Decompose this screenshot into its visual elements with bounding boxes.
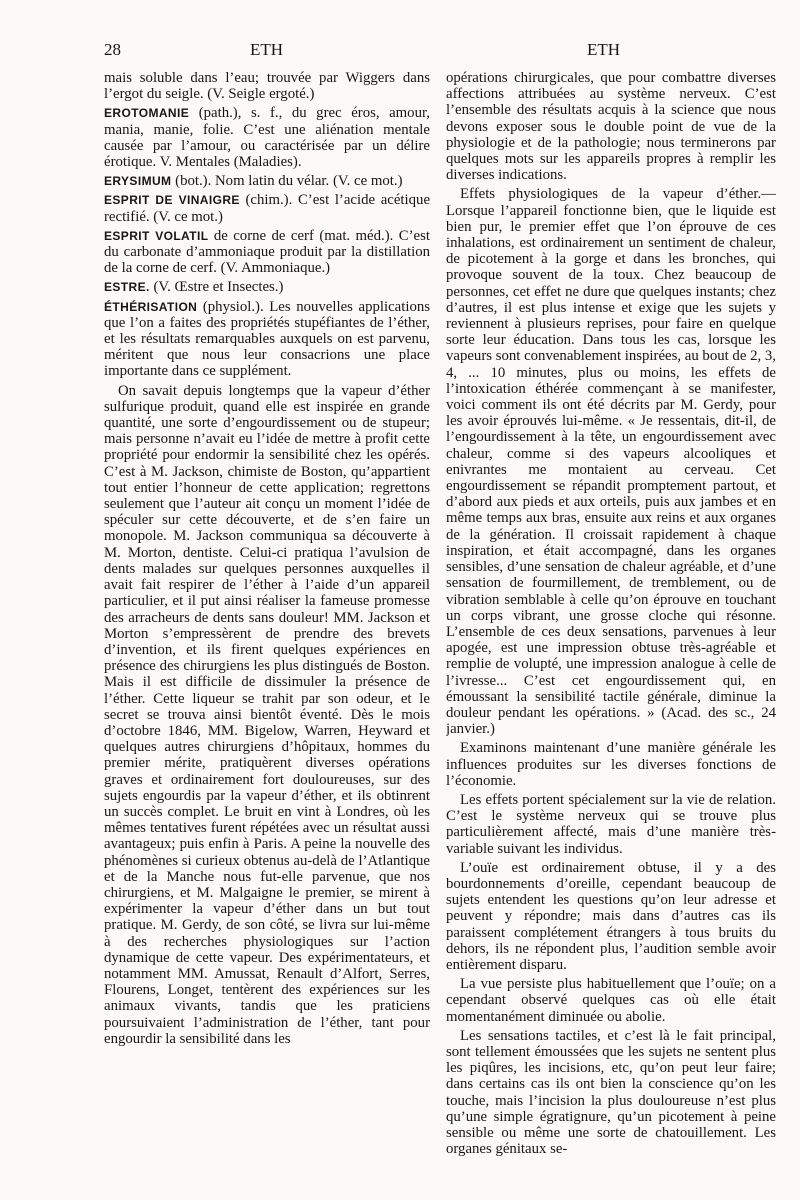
dictionary-entry: ÉTHÉRISATION (physiol.). Les nouvelles applications que l’on a faites des propriétés stupéfiantes de l’éther, et les résultats remarquables auxquels on est parvenu, méritent que nous leur consacrions une place importante dans ce supplément. [104,298,430,380]
dictionary-entry: EROTOMANIE (path.), s. f., du grec éros, amour, mania, manie, folie. C’est une aliénation mentale causée par l’amour, ou caractérisée par un délire érotique. V. Mentales (Maladies). [104,105,430,171]
entry-headword: EROTOMANIE [104,106,190,121]
entry-paragraph: Effets physiologiques de la vapeur d’éther.—Lorsque l’appareil fonctionne bien, que le liquide est bien pur, le premier effet que l’on éprouve de ces inhalations, est ordinairement un sentiment de chaleur, de picotement à la gorge et dans les bronches, qui provoque souvent de la toux. Chez beaucoup de personnes, cet effet ne dure que quelques instants; chez d’autres, il est plus intense et exige que les sujets y reviennent à plusieurs reprises, pour faire en quelque sorte leur éducation. Dans tous les cas, lorsque les vapeurs sont convenablement inspirées, au bout de 2, 3, 4, ... 10 minutes, plus ou moins, les effets de l’intoxication éthérée commençant à se manifester, voici comment ils ont été décrits par M. Gerdy, pour les avoir éprouvés lui-même. « Je ressentais, dit-il, de l’engourdissement à la tête, un engourdissement avec chaleur, comme si des vapeurs alcooliques et enivrantes me montaient au cerveau. Cet engourdissement se répandit promptement partout, et d’abord aux pieds et aux orteils, puis aux jambes et en même temps aux bras, ensuite aux reins et aux organes de la génération. Il croissait rapidement à chaque inspiration, et était accompagné, dans les organes sensibles, d’une sensation de chaleur agréable, et d’une sensation de fourmillement, de tremblement, ou de vibration semblable à celle qu’on éprouve en touchant un corps vibrant, une grosse cloche qui résonne. L’ensemble de ces deux sensations, parvenues à leur apogée, est une impression obtuse très-agréable et remplie de volupté, une impression analogue à celle de l’ivresse... C’est cet engourdissement qui, en émoussant la sensibilité tactile générale, diminue la douleur pendant les opérations. » (Acad. des sc., 24 janvier.) [446,186,776,738]
entry-paragraph: Les effets portent spécialement sur la vie de relation. C’est le système nerveux qui se trouve plus particulièrement affecté, mais d’une manière très-variable suivant les individus. [446,791,776,857]
dictionary-entry: ESPRIT DE VINAIGRE (chim.). C’est l’acide acétique rectifié. (V. ce mot.) [104,192,430,225]
running-title-right: ETH [587,40,621,59]
entry-paragraph: Examinons maintenant d’une manière générale les influences produites sur les diverses fonctions de l’économie. [446,740,776,789]
left-column [104,70,430,1165]
entry-paragraph: opérations chirurgicales, que pour combattre diverses affections attribuées au système nerveux. C’est l’ensemble des résultats acquis à la science que nous devons exposer sous le double point de vue de la physiologie et de la pathologie; nous terminerons par quelques mots sur les appareils propres à remplir les diverses indications. [446,70,776,184]
page-number: 28 [104,40,121,59]
dictionary-entry: ERYSIMUM (bot.). Nom latin du vélar. (V. ce mot.) [104,173,403,190]
running-header [0,40,800,70]
dictionary-entry: ESTRE. (V. Œstre et Insectes.) [104,279,284,296]
running-title-left: ETH [250,40,284,59]
entry-paragraph: Les sensations tactiles, et c’est là le fait principal, sont tellement émoussées que les sujets ne sentent plus les piqûres, les incisions, etc, qu’on peut leur faire; dans certains cas ils ont bien la conscience qu’on les touche, mais l’incision la plus douloureuse n’est plus qu’une simple égratignure, qu’un picotement à peine sensible ou même une sorte de chatouillement. Les organes génitaux se- [446,1027,776,1158]
entry-headword: ÉTHÉRISATION [104,299,198,314]
entry-paragraph: mais soluble dans l’eau; trouvée par Wiggers dans l’ergot du seigle. (V. Seigle ergoté.) [104,70,430,103]
entry-headword: ESPRIT VOLATIL [104,228,209,243]
right-column [446,70,776,1165]
entry-paragraph: On savait depuis longtemps que la vapeur d’éther sulfurique produit, quand elle est inspirée en grande quantité, une sorte d’engourdissement ou de stupeur; mais personne n’avait eu l’idée de mettre à profit cette propriété pour endormir la sensibilité chez les opérés. C’est à M. Jackson, chimiste de Boston, qu’appartient tout entier l’honneur de cette application; regrettons seulement que l’auteur ait conçu un moment l’idée de spéculer sur cette découverte, et de s’en faire un monopole. M. Jackson communiqua sa découverte à M. Morton, dentiste. Celui-ci pratiqua l’avulsion de dents malades sur quelques personnes auxquelles il avait fait respirer de l’éther à l’aide d’un appareil particulier, et il put ainsi réaliser la fameuse promesse des arracheurs de dents sans douleur! MM. Jackson et Morton s’empressèrent de prendre des brevets d’invention, et ils firent quelques expériences en présence des chirurgiens les plus distingués de Boston. Mais il est difficile de dissimuler la présence de l’éther. Cette liqueur se trahit par son odeur, et le secret se trouva ainsi bientôt éventé. Dès le mois d’octobre 1846, MM. Bigelow, Warren, Heyward et quelques autres chirurgiens d’hôpitaux, hommes du premier mérite, pratiquèrent diverses opérations graves et ordinairement fort douloureuses, sur des sujets engourdis par la vapeur d’éther, et ils obtinrent un succès complet. Le bruit en vint à Londres, où les mêmes tentatives furent répétées avec un résultat aussi avantageux; puis enfin à Paris. A peine la nouvelle des phénomènes si curieux obtenus au-delà de l’Atlantique et de la Manche nous fut-elle parvenue, que nos chirurgiens, et M. Malgaigne le premier, se mirent à expérimenter la vapeur d’éther dans un but tout pratique. M. Gerdy, de son côté, se livra sur lui-même à des recherches physiologiques sur l’action dynamique de cette vapeur. Des expérimentateurs, et notamment MM. Amussat, Renault d’Alfort, Serres, Flourens, Longet, tentèrent des expériences sur les animaux vivants, tandis que les praticiens poursuivaient l’administration de l’éther, tant pour engourdir la sensibilité dans les [104,382,430,1047]
entry-headword: ESTRE. [104,280,150,295]
entry-paragraph: La vue persiste plus habituellement que l’ouïe; on a cependant observé quelques cas où elle était momentanément diminuée ou abolie. [446,976,776,1025]
dictionary-entry: ESPRIT VOLATIL de corne de cerf (mat. méd.). C’est du carbonate d’ammoniaque produit par la distillation de la corne de cerf. (V. Ammoniaque.) [104,227,430,277]
entry-paragraph: L’ouïe est ordinairement obtuse, il y a des bourdonnements d’oreille, cependant beaucoup de sujets entendent les questions qu’on leur adresse et peuvent y répondre; mais dans d’autres cas ils paraissent complétement étrangers à tous bruits du dehors, ils ne répondent plus, l’audition semble avoir entièrement disparu. [446,859,776,973]
entry-headword: ESPRIT DE VINAIGRE [104,193,240,208]
entry-headword: ERYSIMUM [104,174,172,189]
